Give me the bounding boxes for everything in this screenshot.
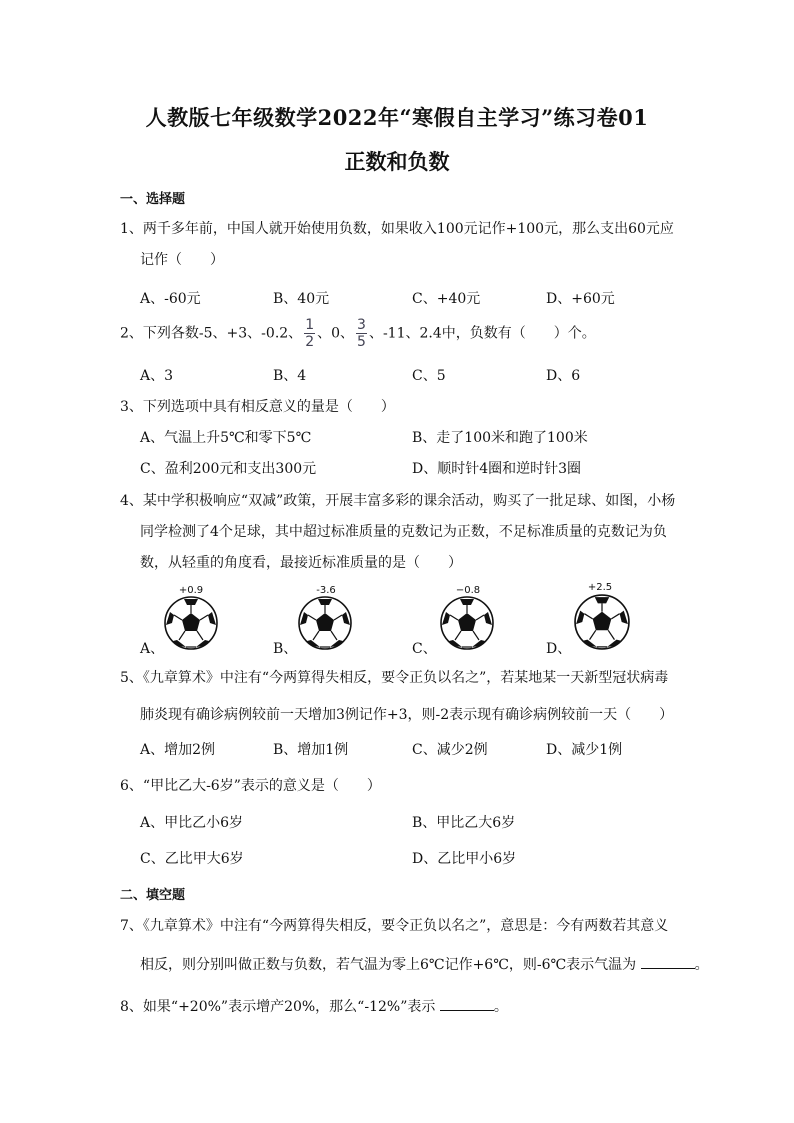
question-7-text: 7、《九章算术》中注有“今两算得失相反，要令正负以名之”，意思是：今有两数若其意义 [120,918,669,934]
fraction-denominator: 5 [357,334,366,350]
question-6-option-d[interactable]: D、乙比甲小6岁 [412,851,517,867]
question-6-option-b[interactable]: B、甲比乙大6岁 [412,815,516,831]
question-5-option-d[interactable]: D、减少1例 [546,742,623,758]
question-2-option-b[interactable]: B、4 [273,368,307,384]
fraction-three-fifths [356,318,367,349]
soccer-ball-icon[interactable] [440,596,494,650]
soccer-ball-icon[interactable] [298,596,352,650]
question-6-option-a[interactable]: A、甲比乙小6岁 [140,815,244,831]
soccer-ball-icon[interactable] [574,594,630,650]
question-6-text: 6、“甲比乙大-6岁”表示的意义是（ ） [120,778,381,794]
question-1-option-d[interactable]: D、+60元 [546,291,615,307]
question-3-option-c[interactable]: C、盈利200元和支出300元 [140,461,317,477]
question-1-option-a[interactable]: A、-60元 [140,291,201,307]
question-3-option-d[interactable]: D、顺时针4圈和逆时针3圈 [412,461,582,477]
question-8-end: 。 [493,999,508,1015]
question-4-text-cont: 同学检测了4个足球，其中超过标准质量的克数记为正数，不足标准质量的克数记为负 [140,524,667,540]
fraction-denominator: 2 [305,334,315,350]
question-5-text: 5、《九章算术》中注有“今两算得失相反，要令正负以名之”，若某地某一天新型冠状病毒 [120,670,669,686]
question-3-option-b[interactable]: B、走了100米和跑了100米 [412,430,588,446]
question-4-option-b-letter[interactable]: B、 [273,641,298,657]
ball-a-weight-label: +0.9 [178,585,204,596]
ball-d-weight-label: +2.5 [587,582,613,593]
question-1-text: 1、两千多年前，中国人就开始使用负数，如果收入100元记作+100元，那么支出60元应 [120,221,674,237]
question-4-option-c-letter[interactable]: C、 [412,641,437,657]
question-5-option-b[interactable]: B、增加1例 [273,742,349,758]
question-2-suffix: 、-11、2.4中，负数有（ ）个。 [368,325,596,342]
question-2-prefix: 2、下列各数-5、+3、-0.2、 [120,325,303,342]
question-7-line2: 相反，则分别叫做正数与负数，若气温为零上6℃记作+6℃，则-6℃表示气温为 [140,957,637,973]
question-5-text-cont: 肺炎现有确诊病例较前一天增加3例记作+3，则-2表示现有确诊病例较前一天（ ） [140,707,674,723]
fraction-numerator: 1 [305,317,315,333]
question-2-mid: 、0、 [317,325,355,342]
page-subtitle: 正数和负数 [344,149,450,174]
question-2-option-c[interactable]: C、5 [412,368,446,384]
soccer-ball-icon[interactable] [164,596,218,650]
question-1-option-c[interactable]: C、+40元 [412,291,481,307]
question-2-option-d[interactable]: D、6 [546,368,581,384]
question-4-option-a-letter[interactable]: A、 [140,641,165,657]
question-8-line: 8、如果“+20%”表示增产20%，那么“-12%”表示 [120,999,436,1015]
ball-c-weight-label: −0.8 [455,585,481,596]
question-6-option-c[interactable]: C、乙比甲大6岁 [140,851,244,867]
fraction-one-half [304,318,315,349]
question-3-text: 3、下列选项中具有相反意义的量是（ ） [120,399,395,415]
question-4-text-cont2: 数，从轻重的角度看，最接近标准质量的是（ ） [140,555,462,571]
answer-blank-8[interactable] [440,998,494,1011]
question-2-text [120,318,596,349]
question-5-option-a[interactable]: A、增加2例 [140,742,216,758]
question-8-text [120,996,508,1016]
question-5-option-c[interactable]: C、减少2例 [412,742,488,758]
ball-b-weight-label: -3.6 [316,585,336,596]
question-4-option-d-letter[interactable]: D、 [546,641,572,657]
question-7-end: 。 [694,957,709,973]
question-7-text-cont [140,954,709,974]
section-heading-fill: 二、填空题 [120,888,186,903]
question-1-text-cont: 记作（ ） [140,252,224,268]
page-title: 人教版七年级数学2022年“寒假自主学习”练习卷01 [145,105,649,130]
question-1-option-b[interactable]: B、40元 [273,291,330,307]
question-3-option-a[interactable]: A、气温上升5℃和零下5℃ [140,430,312,446]
question-4-text: 4、某中学积极响应“双减”政策，开展丰富多彩的课余活动，购买了一批足球、如图，小杨 [120,493,676,509]
section-heading-choice: 一、选择题 [120,192,186,207]
question-2-option-a[interactable]: A、3 [140,368,174,384]
fraction-numerator: 3 [357,317,366,333]
answer-blank-7[interactable] [641,956,695,969]
